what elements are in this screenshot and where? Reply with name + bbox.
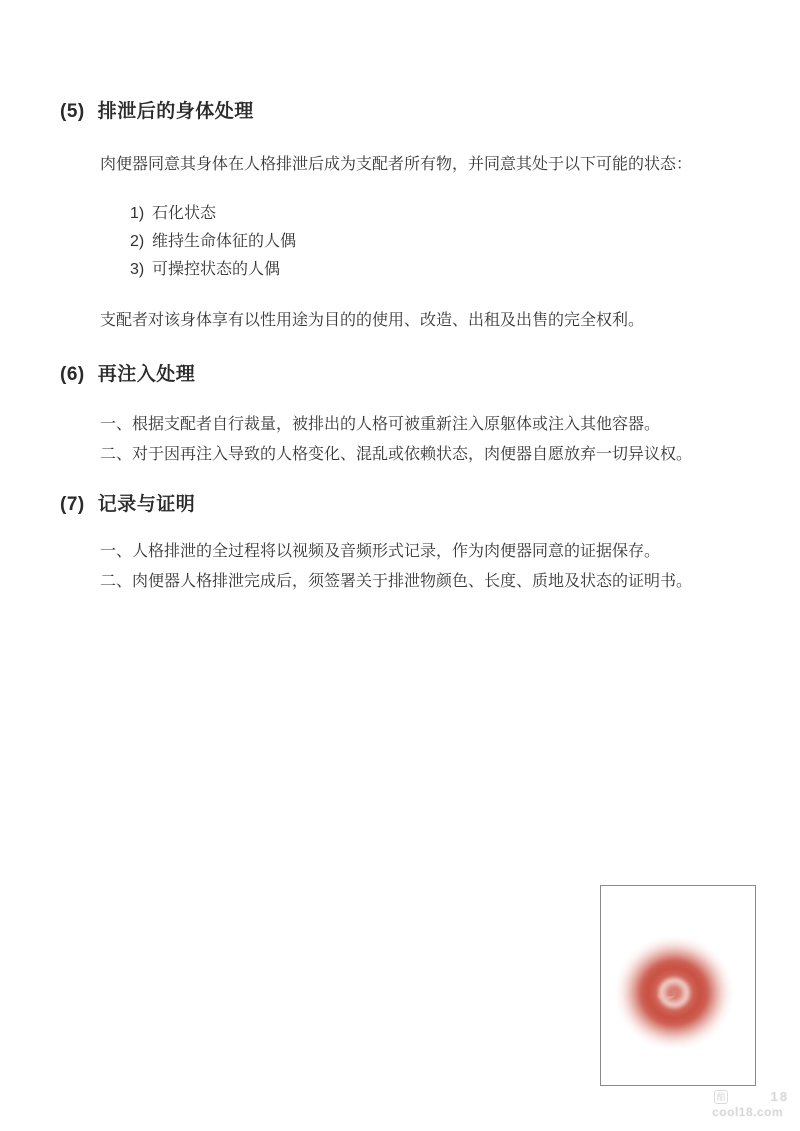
stamp-image-box: [600, 885, 756, 1086]
list-item: [100, 537, 692, 567]
list-item-text: 维持生命体征的人偶: [152, 233, 297, 250]
list-item: [100, 440, 692, 470]
list-item: [130, 200, 296, 228]
section-6-title: 再注入处理: [97, 364, 196, 385]
section-5-heading: [60, 96, 254, 123]
list-item-marker: 3): [130, 261, 145, 278]
list-item-marker: 二、: [100, 445, 133, 463]
watermark-number: 18: [770, 1089, 789, 1104]
list-item-marker: 2): [130, 233, 145, 250]
section-7-number: (7): [60, 494, 85, 515]
list-item: [130, 256, 296, 284]
list-item-text: 根据支配者自行裁量，被排出的人格可被重新注入原躯体或注入其他容器。: [132, 416, 661, 433]
section-6-number: (6): [60, 364, 85, 385]
cool18-logo-icon: 酷: [714, 1090, 728, 1104]
section-5-intro-paragraph: 肉便器同意其身体在人格排泄后成为支配者所有物，并同意其处于以下可能的状态：: [100, 156, 693, 173]
watermark-site-text: cool18.com: [712, 1105, 784, 1119]
list-item: [100, 567, 692, 597]
section-6-heading: [60, 359, 195, 386]
list-item-marker: 二、: [100, 572, 133, 590]
list-item-text: 可操控状态的人偶: [152, 261, 281, 278]
watermark-top-row: [712, 1089, 792, 1104]
list-item-text: 对于因再注入导致的人格变化、混乱或依赖状态，肉便器自愿放弃一切异议权。: [132, 445, 693, 463]
section-7-title: 记录与证明: [97, 494, 196, 515]
list-item-marker: 一、: [100, 416, 133, 433]
list-item: [100, 410, 692, 440]
section-6-item-list: [100, 410, 692, 469]
list-item-text: 石化状态: [152, 205, 217, 222]
list-item: [130, 228, 296, 256]
section-5-outro-paragraph: 支配者对该身体享有以性用途为目的的使用、改造、出租及出售的完全权利。: [100, 312, 645, 329]
section-5-numbered-list: [130, 200, 296, 284]
section-5-number: (5): [60, 101, 85, 122]
list-item-text: 肉便器人格排泄完成后，须签署关于排泄物颜色、长度、质地及状态的证明书。: [132, 572, 693, 590]
section-7-heading: [60, 489, 195, 516]
section-5-title: 排泄后的身体处理: [97, 101, 254, 122]
section-7-item-list: [100, 537, 692, 596]
list-item-marker: 1): [130, 205, 145, 222]
list-item-text: 人格排泄的全过程将以视频及音频形式记录，作为肉便器同意的证据保存。: [132, 543, 661, 560]
list-item-marker: 一、: [100, 543, 133, 560]
stamp-center-highlight: [657, 990, 675, 999]
watermark: [712, 1089, 792, 1119]
